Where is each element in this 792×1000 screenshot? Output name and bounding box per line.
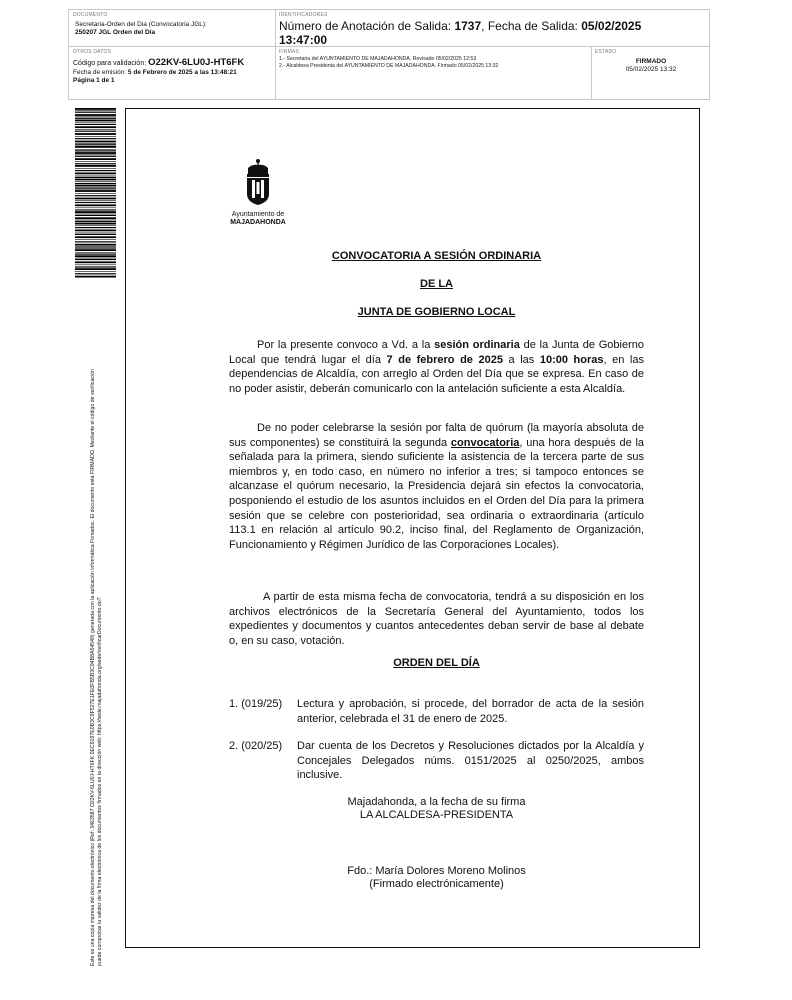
para1-d: 7 de febrero de 2025	[386, 353, 503, 366]
anotacion-mid: , Fecha de Salida:	[481, 19, 582, 33]
anotacion-num: 1737	[454, 19, 482, 33]
para2-a: De no poder celebrarse la sesión por falta de quórum (la mayoría absoluta de sus componentes) se constituirá la segunda	[229, 422, 644, 449]
emision-value: 5 de Febrero de 2025 a las 13:48:21	[127, 69, 237, 76]
ayuntamiento-logo	[222, 158, 294, 230]
title-de-la: DE LA	[420, 278, 453, 290]
documento-cell	[69, 10, 275, 39]
codigo-prefix: Código para validación:	[73, 60, 149, 67]
identificadores-label: IDENTIFICADORES	[279, 12, 328, 18]
para1-g: , en las dependencias de Alcaldía, con arreglo al Orden del Día que se expresa. En caso de no poder asistir, deberán comunicarlo con la antelación suficiente a esta Alcaldía.	[229, 353, 644, 395]
fecha-emision	[73, 69, 271, 77]
anotacion-prefix: Número de Anotación de Salida:	[279, 19, 455, 33]
firmas-cell	[275, 47, 591, 72]
anotacion-hora: 13:47:00	[279, 33, 328, 47]
pagina: Página 1 de 1	[73, 77, 115, 84]
para2-c: , una hora después de la señalada para la primera, siendo suficiente la asistencia de la tercera parte de sus miembros y, en todo caso, en número no inferior a tres; si tampoco entonces se alcanzase el quórum necesario, la Presidencia dejará sin efectos la convocatoria, posponiendo el estudio de los asuntos incluidos en el Orden del Día para la primera sesión que se celebre con posterioridad, sea ordinaria o extraordinaria (artículo 113.1 en relación al artículo 90.2, inciso final, del Reglamento de Organización, Funcionamiento y Régimen Jurídico de las Corporaciones Locales).	[229, 436, 645, 551]
emision-prefix: Fecha de emisión:	[73, 69, 128, 76]
para1-c: de la Junta de Gobierno Local que tendrá lugar el día	[229, 339, 644, 366]
estado-label: ESTADO	[595, 49, 617, 55]
item-2-num: 2. (020/25)	[229, 740, 283, 752]
closing-line1: Majadahonda, a la fecha de su firma	[347, 796, 526, 808]
para1-a: Por la presente convoco a Vd. a la	[257, 339, 435, 351]
orden-item-2	[229, 739, 644, 783]
firma-1: 1.- Secretaria del AYUNTAMIENTO DE MAJADAHONDA. Revisado 05/02/2025 12:53	[279, 56, 477, 62]
para2-b: convocatoria	[450, 436, 520, 449]
firma-2: 2.- Alcaldesa Presidenta del AYUNTAMIENTO DE MAJADAHONDA. Firmado 05/02/2025 13:32	[279, 63, 499, 69]
paragraph-1	[229, 338, 644, 396]
documento-line2: 250207 JGL Orden del Día	[75, 29, 156, 36]
identificadores-cell	[275, 10, 711, 49]
side-text-line1: Este es una copia impresa del documento electrónico (Ref: 3463587 O22KV-6LU0J-HT6FK 0EC9197E0B3C9F527E1FE0FB5B3C94B8A54549) generada con la aplicación informática Firmadoc. El documento está FIRMADO. Mediante el código de verificación	[90, 369, 96, 966]
document-header	[68, 9, 710, 100]
firmas-label: FIRMAS	[279, 49, 300, 55]
item-1-num: 1. (019/25)	[229, 698, 283, 710]
title-junta: JUNTA DE GOBIERNO LOCAL	[357, 306, 516, 318]
para1-f: 10:00 horas	[539, 353, 604, 366]
para1-e: a las	[502, 353, 540, 366]
logo-line2: MAJADAHONDA	[230, 219, 286, 226]
orden-del-dia-title: ORDEN DEL DÍA	[393, 657, 480, 669]
orden-item-1	[229, 697, 644, 726]
documento-line1: Secretaria-Orden del Dia (Convocatoria JGL):	[75, 21, 207, 28]
codigo-value: O22KV-6LU0J-HT6FK	[148, 57, 245, 68]
para1-b: sesión ordinaria	[434, 339, 520, 351]
logo-line1: Ayuntamiento de	[231, 211, 285, 218]
side-verification-text	[90, 276, 104, 966]
closing-line2: LA ALCALDESA-PRESIDENTA	[359, 809, 514, 821]
paragraph-3	[229, 590, 644, 648]
signature-name: Fdo.: María Dolores Moreno Molinos	[347, 865, 526, 877]
anotacion-text	[279, 19, 707, 33]
title-convocatoria: CONVOCATORIA A SESIÓN ORDINARIA	[331, 250, 542, 262]
signature-note: (Firmado electrónicamente)	[369, 878, 504, 890]
codigo-validacion	[73, 58, 271, 69]
estado-cell	[591, 47, 711, 76]
estado-fecha: 05/02/2025 13:32	[625, 66, 677, 73]
documento-label: DOCUMENTO	[73, 12, 108, 18]
anotacion-fecha: 05/02/2025	[581, 19, 642, 33]
otros-datos-cell	[69, 47, 275, 87]
barcode-image	[75, 108, 116, 278]
estado-value: FIRMADO	[635, 58, 667, 65]
item-2-text: Dar cuenta de los Decretos y Resoluciones dictados por la Alcaldía y Concejales Delegados núms. 0151/2025 al 0250/2025, ambos inclusive.	[297, 740, 644, 782]
paragraph-2	[229, 421, 644, 552]
para3-text: A partir de esta misma fecha de convocatoria, tendrá a su disposición en los archivos electrónicos de la Secretaría General del Ayuntamiento, todos los expedientes y documentos y cuantos antecedentes deban servir de base al debate o, en su caso, votación.	[229, 591, 644, 647]
item-1-text: Lectura y aprobación, si procede, del borrador de acta de la sesión anterior, celebrada el 31 de enero de 2025.	[297, 698, 644, 725]
otros-label: OTROS DATOS	[73, 49, 112, 55]
side-text-line2: puede comprobar la validez de la firma electrónica de los documentos firmados en la dirección web: https://sede.majadahonda.org/sede/verificarDocumento.do?	[97, 597, 103, 966]
crown-shield-icon	[243, 158, 273, 206]
